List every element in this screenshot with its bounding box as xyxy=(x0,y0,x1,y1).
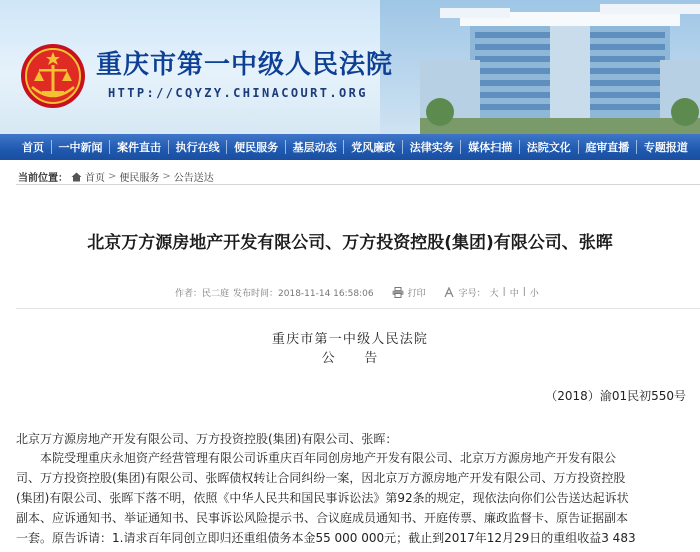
nav-divider xyxy=(343,140,344,154)
nav-divider xyxy=(109,140,110,154)
font-size-separator: | xyxy=(522,287,526,297)
court-url[interactable]: HTTP://CQYZY.CHINACOURT.ORG xyxy=(108,86,368,100)
home-icon xyxy=(71,172,82,182)
breadcrumb-services[interactable]: 便民服务 xyxy=(119,173,160,184)
nav-divider xyxy=(402,140,403,154)
nav-divider xyxy=(285,140,286,154)
article-meta xyxy=(175,284,539,300)
font-size-label: 字号： xyxy=(458,288,486,299)
nav-item-news[interactable]: 一中新闻 xyxy=(58,141,103,154)
article-published: 发布时间：2018-11-14 16:58:06 xyxy=(233,288,374,299)
breadcrumb-separator: > xyxy=(162,171,171,182)
nav-item-cases[interactable]: 案件直击 xyxy=(117,141,162,154)
nav-divider xyxy=(51,140,52,154)
notice-paragraph-line: (集团)有限公司、张晖下落不明，依照《中华人民共和国民事诉讼法》第92条的规定，现依法向你们公告送达起诉状 xyxy=(16,491,629,505)
nav-item-special[interactable]: 专题报道 xyxy=(643,141,688,154)
notice-heading: 公 告 xyxy=(321,351,379,366)
nav-item-live-trial[interactable]: 庭审直播 xyxy=(585,141,630,154)
nav-item-services[interactable]: 便民服务 xyxy=(234,141,279,154)
print-link[interactable]: 打印 xyxy=(407,288,426,299)
nav-item-integrity[interactable]: 党风廉政 xyxy=(351,141,396,154)
font-size-separator: | xyxy=(502,287,506,297)
nav-divider xyxy=(519,140,520,154)
notice-issuer: 重庆市第一中级人民法院 xyxy=(271,332,429,347)
nav-divider xyxy=(460,140,461,154)
breadcrumb-divider xyxy=(16,184,700,185)
case-number: （2018）渝01民初550号 xyxy=(545,389,686,403)
article-title: 北京万方源房地产开发有限公司、万方投资控股(集团)有限公司、张晖 xyxy=(87,233,613,253)
nav-divider xyxy=(168,140,169,154)
font-size-icon xyxy=(444,287,455,298)
notice-paragraph-line: 本院受理重庆永旭资产经营管理有限公司诉重庆百年同创房地产开发有限公司、北京万方源房地产开发有限公 xyxy=(16,451,617,465)
breadcrumb xyxy=(18,169,214,184)
court-name: 重庆市第一中级人民法院 xyxy=(96,50,394,80)
breadcrumb-home[interactable]: 首页 xyxy=(85,173,105,184)
print-icon[interactable] xyxy=(392,287,404,298)
nav-divider xyxy=(226,140,227,154)
notice-paragraph-line: 司、万方投资控股(集团)有限公司、张晖债权转让合同纠纷一案，因北京万方源房地产开发有限公司、万方投资控股 xyxy=(16,471,626,485)
main-nav xyxy=(0,134,700,160)
font-size-small[interactable]: 小 xyxy=(529,288,539,299)
meta-divider xyxy=(16,308,700,309)
breadcrumb-notices[interactable]: 公告送达 xyxy=(173,173,214,184)
nav-divider xyxy=(636,140,637,154)
site-banner xyxy=(0,0,700,134)
font-size-large[interactable]: 大 xyxy=(489,288,499,299)
font-size-medium[interactable]: 中 xyxy=(509,288,519,299)
breadcrumb-label: 当前位置： xyxy=(18,173,68,184)
breadcrumb-separator: > xyxy=(108,171,117,182)
court-building-image xyxy=(420,0,700,134)
nav-item-grassroots[interactable]: 基层动态 xyxy=(292,141,337,154)
notice-paragraph-line: 副本、应诉通知书、举证通知书、民事诉讼风险提示书、合议庭成员通知书、开庭传票、廉政监督卡、原告证据副本 xyxy=(16,511,629,525)
nav-item-home[interactable]: 首页 xyxy=(22,141,44,154)
nav-divider xyxy=(578,140,579,154)
nav-item-culture[interactable]: 法院文化 xyxy=(526,141,571,154)
notice-paragraph-line: 一套。原告诉请：1.请求百年同创立即归还重组债务本金55 000 000元；截止到2017年12月29日的重组收益3 483 xyxy=(16,531,636,545)
article-author: 作者：民二庭 xyxy=(175,288,230,299)
nav-item-media[interactable]: 媒体扫描 xyxy=(468,141,513,154)
notice-addressee: 北京万方源房地产开发有限公司、万方投资控股(集团)有限公司、张晖： xyxy=(16,432,398,446)
nav-item-execution[interactable]: 执行在线 xyxy=(175,141,220,154)
court-emblem-icon xyxy=(20,43,86,109)
nav-item-legal-practice[interactable]: 法律实务 xyxy=(409,141,454,154)
